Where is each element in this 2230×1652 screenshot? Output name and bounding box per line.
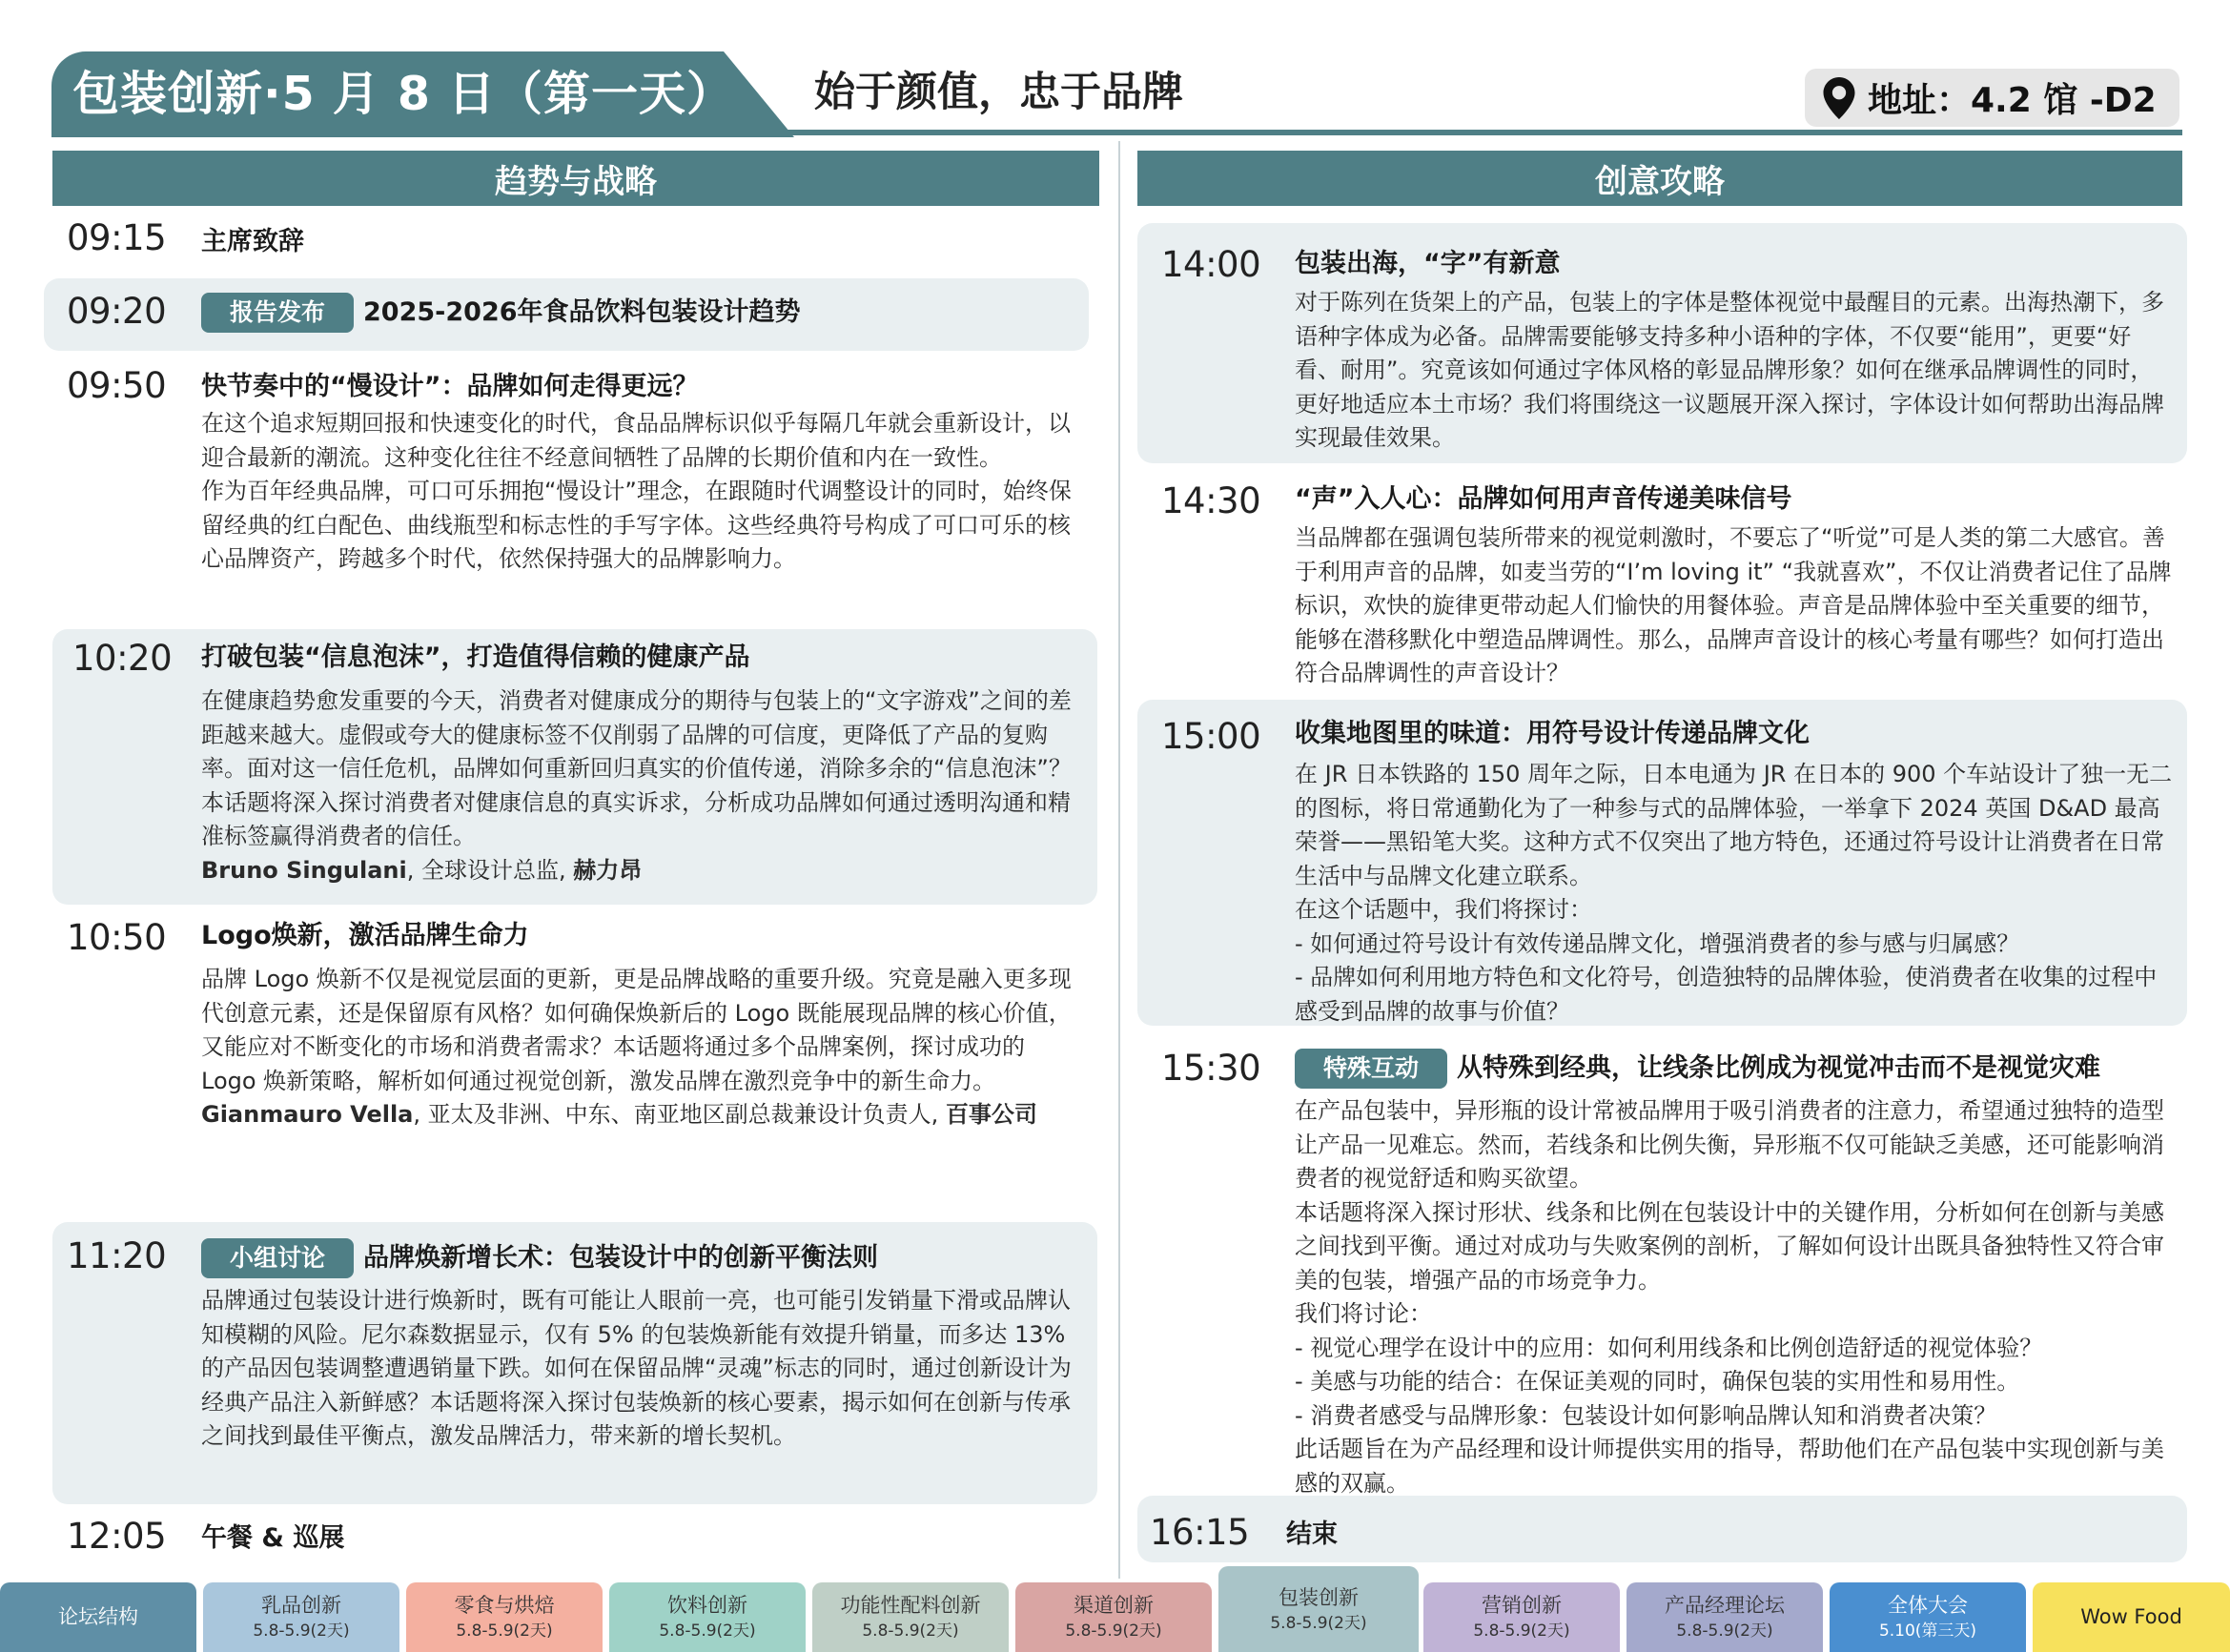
session-badge: 特殊互动 <box>1295 1049 1447 1089</box>
session-time: 14:30 <box>1161 480 1261 521</box>
session-title: 午餐 & 巡展 <box>201 1523 345 1553</box>
description-bullet: - 视觉心理学在设计中的应用：如何利用线条和比例创造舒适的视觉体验？ <box>1295 1334 2043 1361</box>
page-slogan: 始于颜值，忠于品牌 <box>814 69 1183 116</box>
session-title-row <box>1295 1049 2100 1089</box>
session-title-row <box>201 1238 878 1278</box>
session-time: 09:15 <box>67 217 167 258</box>
column-divider <box>1118 141 1120 1579</box>
description-paragraph: 在这个话题中，我们将探讨： <box>1295 896 1592 923</box>
description-bullet: - 品牌如何利用地方特色和文化符号，创造独特的品牌体验，使消费者在收集的过程中感受到品牌的故事与价值？ <box>1295 964 2158 1025</box>
tab-functional-ingredients[interactable] <box>812 1582 1009 1652</box>
speaker-name: Gianmauro Vella <box>201 1101 414 1128</box>
tab-label: 包装创新 <box>1279 1585 1359 1609</box>
tab-packaging[interactable] <box>1218 1566 1419 1652</box>
tab-date: 5.8-5.9(2天) <box>1270 1613 1367 1633</box>
session-title: 从特殊到经典，让线条比例成为视觉冲击而不是视觉灾难 <box>1457 1053 2101 1083</box>
forum-tabs <box>0 1582 2230 1652</box>
session-title: 2025-2026年食品饮料包装设计趋势 <box>363 297 801 327</box>
session-time: 14:00 <box>1161 244 1261 285</box>
description-paragraph: 在健康趋势愈发重要的今天，消费者对健康成分的期待与包装上的“文字游戏”之间的差距越来越大。虚假或夸大的健康标签不仅削弱了品牌的可信度，更降低了产品的复购率。面对这一信任危机，品牌如何重新回归真实的价值传递，消除多余的“信息泡沫”？本话题将深入探讨消费者对健康信息的真实诉求，分析成功品牌如何通过透明沟通和精准标签赢得消费者的信任。 <box>201 687 1072 849</box>
tab-dairy[interactable] <box>203 1582 399 1652</box>
tab-forum-structure[interactable] <box>0 1582 196 1652</box>
session-title: “声”入人心：品牌如何用声音传递美味信号 <box>1295 484 1792 514</box>
tab-beverage[interactable] <box>609 1582 806 1652</box>
session-time: 09:20 <box>67 291 167 332</box>
tab-label: 渠道创新 <box>1074 1594 1154 1617</box>
header-divider <box>51 130 2182 135</box>
tab-date: 5.10(第三天) <box>1878 1621 1977 1641</box>
session-title: 品牌焕新增长术：包装设计中的创新平衡法则 <box>363 1243 879 1273</box>
tab-label: 功能性配料创新 <box>840 1594 981 1617</box>
right-column-heading: 创意攻略 <box>1137 151 2182 206</box>
session-badge: 小组讨论 <box>201 1238 354 1278</box>
session-time: 15:00 <box>1161 716 1261 757</box>
session-badge: 报告发布 <box>201 293 354 333</box>
tab-wow-food[interactable] <box>2033 1582 2230 1652</box>
speaker-line <box>201 854 1083 888</box>
session-description <box>1295 1094 2176 1500</box>
tab-label: 产品经理论坛 <box>1665 1594 1785 1617</box>
tab-date: 5.8-5.9(2天) <box>253 1621 350 1641</box>
left-column-heading: 趋势与战略 <box>52 151 1099 206</box>
tab-date: 5.8-5.9(2天) <box>1676 1621 1773 1641</box>
tab-label: Wow Food <box>2080 1605 2182 1628</box>
tab-date: 5.8-5.9(2天) <box>1473 1621 1570 1641</box>
description-paragraph: 品牌通过包装设计进行焕新时，既有可能让人眼前一亮，也可能引发销量下滑或品牌认知模糊的风险。尼尔森数据显示，仅有 5% 的包装焕新能有效提升销量，而多达 13% 的产品因包装调整遭遇销量下跌。如何在保留品牌“灵魂”标志的同时，通过创新设计为经典产品注入新鲜感？本话题将深入探讨包装焕新的核心要素，揭示如何在创新与传承之间找到最佳平衡点，激发品牌活力，带来新的增长契机。 <box>201 1287 1072 1449</box>
tab-label: 全体大会 <box>1888 1594 1968 1617</box>
description-paragraph: 当品牌都在强调包装所带来的视觉刺激时，不要忘了“听觉”可是人类的第二大感官。善于利用声音的品牌，如麦当劳的“I’m loving it” “我就喜欢”，不仅让消费者记住了品牌标识，欢快的旋律更带动起人们愉快的用餐体验。声音是品牌体验中至关重要的细节，能够在潜移默化中塑造品牌调性。那么，品牌声音设计的核心考量有哪些？如何打造出符合品牌调性的声音设计？ <box>1295 524 2172 686</box>
session-description <box>1295 286 2176 456</box>
tab-date: 5.8-5.9(2天) <box>659 1621 756 1641</box>
description-paragraph: 品牌 Logo 焕新不仅是视觉层面的更新，更是品牌战略的重要升级。究竟是融入更多现代创意元素，还是保留原有风格？如何确保焕新后的 Logo 既能展现品牌的核心价值，又能应对不断变化的市场和消费者需求？本话题将通过多个品牌案例，探讨成功的 Logo 焕新策略，解析如何通过视觉创新，激发品牌在激烈竞争中的新生命力。 <box>201 966 1072 1094</box>
session-title: 打破包装“信息泡沫”，打造值得信赖的健康产品 <box>201 642 750 672</box>
description-bullet: - 美感与功能的结合：在保证美观的同时，确保包装的实用性和易用性。 <box>1295 1368 2020 1395</box>
session-description <box>201 407 1083 577</box>
description-paragraph: 作为百年经典品牌，可口可乐拥抱“慢设计”理念，在跟随时代调整设计的同时，始终保留经典的红白配色、曲线瓶型和标志性的手写字体。这些经典符号构成了可口可乐的核心品牌资产，跨越多个时代，依然保持强大的品牌影响力。 <box>201 478 1072 572</box>
session-time: 10:20 <box>72 638 173 679</box>
description-bullet: - 消费者感受与品牌形象：包装设计如何影响品牌认知和消费者决策？ <box>1295 1401 1997 1429</box>
description-paragraph: 在这个追求短期回报和快速变化的时代，食品品牌标识似乎每隔几年就会重新设计，以迎合最新的潮流。这种变化往往不经意间牺牲了品牌的长期价值和内在一致性。 <box>201 410 1071 471</box>
tab-date: 5.8-5.9(2天) <box>1065 1621 1162 1641</box>
tab-snacks-bakery[interactable] <box>406 1582 603 1652</box>
description-paragraph: 在产品包装中，异形瓶的设计常被品牌用于吸引消费者的注意力，希望通过独特的造型让产品一见难忘。然而，若线条和比例失衡，异形瓶不仅可能缺乏美感，还可能影响消费者的视觉舒适和购买欲望。 <box>1295 1097 2164 1192</box>
session-time: 15:30 <box>1161 1048 1261 1089</box>
tab-plenary[interactable] <box>1830 1582 2026 1652</box>
description-paragraph: 在 JR 日本铁路的 150 周年之际，日本电通为 JR 在日本的 900 个车站设计了独一无二的图标，将日常通勤化为了一种参与式的品牌体验，一举拿下 2024 英国 D&AD 最高荣誉——黑铅笔大奖。这种方式不仅突出了地方特色，还通过符号设计让消费者在日常生活中与品牌文化建立联系。 <box>1295 761 2173 889</box>
description-bullet: - 如何通过符号设计有效传递品牌文化，增强消费者的参与感与归属感？ <box>1295 929 2020 957</box>
session-title: 结束 <box>1286 1519 1338 1549</box>
speaker-role: , 亚太及非洲、中东、南亚地区副总裁兼设计负责人, <box>413 1101 946 1128</box>
speaker-company: 赫力昂 <box>573 856 643 884</box>
tab-label: 饮料创新 <box>667 1594 747 1617</box>
tab-product-manager[interactable] <box>1626 1582 1823 1652</box>
location-pin-icon <box>1822 77 1856 119</box>
page-title: 包装创新·5 月 8 日（第一天） <box>72 67 734 121</box>
session-description <box>201 1284 1083 1454</box>
session-title: Logo焕新，激活品牌生命力 <box>201 921 529 950</box>
session-title: 收集地图里的味道：用符号设计传递品牌文化 <box>1295 719 1810 748</box>
tab-label: 乳品创新 <box>261 1594 341 1617</box>
description-paragraph: 本话题将深入探讨形状、线条和比例在包装设计中的关键作用，分析如何在创新与美感之间找到平衡。通过对成功与失败案例的剖析，了解如何设计出既具备独特性又符合审美的包装，增强产品的市场竞争力。 <box>1295 1198 2164 1294</box>
speaker-role: , 全球设计总监, <box>406 856 574 884</box>
session-description <box>201 963 1083 1132</box>
tab-label: 零食与烘焙 <box>454 1594 555 1617</box>
speaker-line <box>201 1098 1083 1132</box>
session-description <box>1295 758 2176 1029</box>
tab-label: 论坛结构 <box>58 1605 138 1628</box>
speaker-name: Bruno Singulani <box>201 856 407 884</box>
address-text: 地址：4.2 馆 -D2 <box>1868 81 2157 120</box>
description-paragraph: 我们将讨论： <box>1295 1300 1432 1327</box>
session-description <box>1295 521 2176 691</box>
tab-date: 5.8-5.9(2天) <box>456 1621 553 1641</box>
tab-label: 营销创新 <box>1482 1594 1562 1617</box>
description-paragraph: 此话题旨在为产品经理和设计师提供实用的指导，帮助他们在产品包装中实现创新与美感的双赢。 <box>1295 1436 2164 1497</box>
session-time: 16:15 <box>1150 1512 1250 1553</box>
tab-channel[interactable] <box>1015 1582 1212 1652</box>
description-paragraph: 对于陈列在货架上的产品，包装上的字体是整体视觉中最醒目的元素。出海热潮下，多语种字体成为必备。品牌需要能够支持多种小语种的字体，不仅要“能用”，更要“好看、耐用”。究竟该如何通过字体风格的彰显品牌形象？如何在继承品牌调性的同时，更好地适应本土市场？我们将围绕这一议题展开深入探讨，字体设计如何帮助出海品牌实现最佳效果。 <box>1295 289 2164 451</box>
session-time: 11:20 <box>67 1235 167 1276</box>
session-title: 包装出海，“字”有新意 <box>1295 249 1561 278</box>
session-time: 12:05 <box>67 1516 167 1557</box>
tab-marketing[interactable] <box>1423 1582 1620 1652</box>
session-title: 主席致辞 <box>201 227 304 256</box>
session-title-row <box>201 293 801 333</box>
address-box <box>1805 69 2179 127</box>
session-time: 10:50 <box>67 917 167 958</box>
session-time: 09:50 <box>67 365 167 406</box>
speaker-company: 百事公司 <box>945 1101 1037 1128</box>
session-description <box>201 684 1083 887</box>
session-title: 快节奏中的“慢设计”：品牌如何走得更远？ <box>201 372 699 401</box>
tab-date: 5.8-5.9(2天) <box>862 1621 959 1641</box>
